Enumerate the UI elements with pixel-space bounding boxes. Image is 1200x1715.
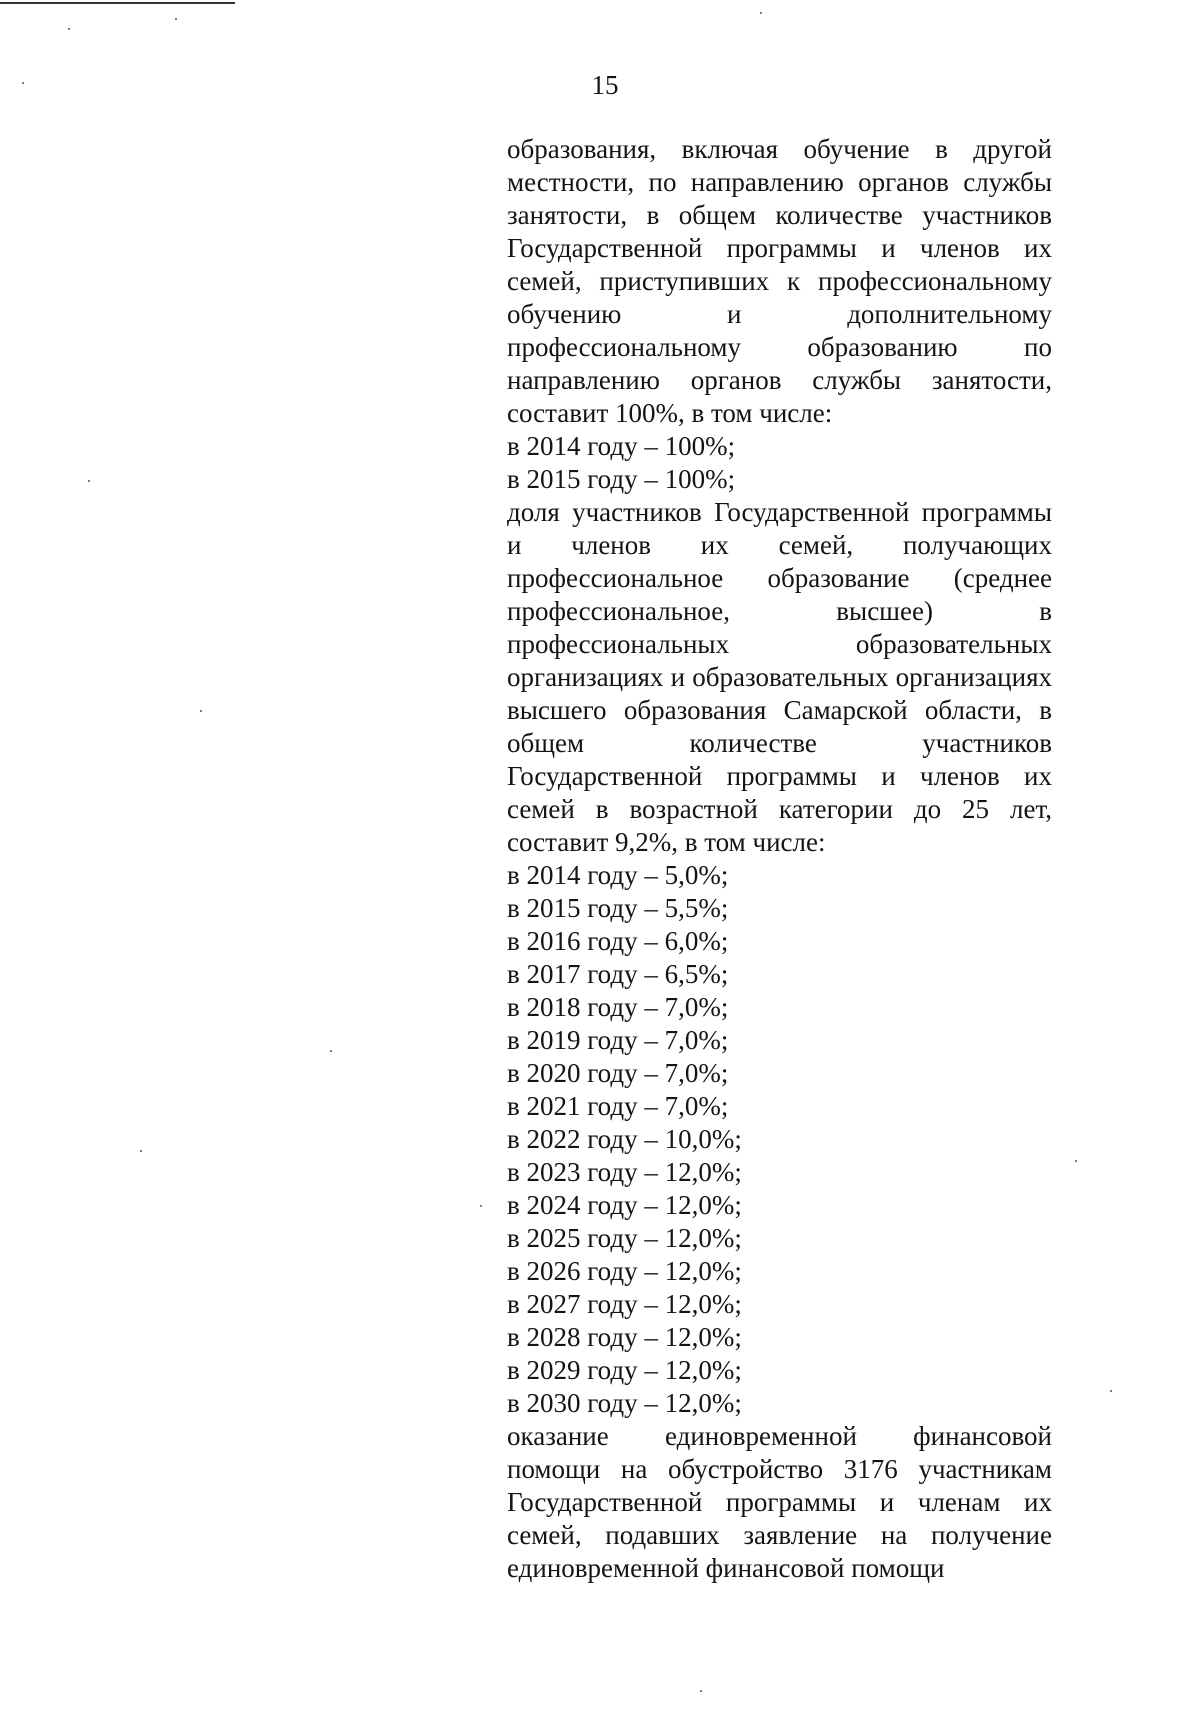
scan-speck	[760, 12, 762, 14]
list-item: в 2024 году – 12,0%;	[507, 1190, 742, 1220]
list-item: в 2029 году – 12,0%;	[507, 1355, 742, 1385]
scan-edge-line	[0, 2, 235, 4]
list-item: в 2022 году – 10,0%;	[507, 1124, 742, 1154]
scan-speck	[700, 1690, 702, 1692]
list-item: в 2021 году – 7,0%;	[507, 1091, 729, 1121]
list-item: в 2019 году – 7,0%;	[507, 1025, 729, 1055]
scan-speck	[22, 82, 24, 84]
list-item: в 2015 году – 100%;	[507, 464, 736, 494]
list-item: в 2014 году – 100%;	[507, 431, 736, 461]
list-item: в 2023 году – 12,0%;	[507, 1157, 742, 1187]
scan-speck	[1075, 1160, 1077, 1162]
scan-speck	[200, 710, 202, 712]
scan-speck	[68, 28, 70, 30]
list-item: в 2027 году – 12,0%;	[507, 1289, 742, 1319]
scan-speck	[175, 18, 177, 20]
list-item: в 2015 году – 5,5%;	[507, 893, 729, 923]
scan-speck	[1110, 1390, 1112, 1392]
list-item: в 2016 году – 6,0%;	[507, 926, 729, 956]
list-item: в 2026 году – 12,0%;	[507, 1256, 742, 1286]
paragraph-education-share: образования, включая обучение в другой местности, по направлению органов службы занятости, в общем количестве участников Государственной программы и членов их семей, приступивших к профессиональному обучению и дополнительному профессиональному образованию по направлению органов службы занятости, составит 100%, в том числе:	[507, 134, 1052, 428]
page-number: 15	[591, 70, 619, 100]
text-column	[507, 133, 1052, 1585]
list-item: в 2028 году – 12,0%;	[507, 1322, 742, 1352]
list-item: в 2014 году – 5,0%;	[507, 860, 729, 890]
paragraph-financial-assistance: оказание единовременной финансовой помощи на обустройство 3176 участникам Государственной программы и членам их семей, подавших заявление на получение единовременной финансовой помощи	[507, 1421, 1052, 1583]
yearly-targets-list-1	[507, 430, 1052, 496]
scan-speck	[88, 480, 90, 482]
list-item: в 2020 году – 7,0%;	[507, 1058, 729, 1088]
list-item: в 2030 году – 12,0%;	[507, 1388, 742, 1418]
list-item: в 2018 году – 7,0%;	[507, 992, 729, 1022]
scan-speck	[330, 1050, 332, 1052]
scan-speck	[480, 1205, 482, 1207]
yearly-targets-list-2	[507, 859, 1052, 1420]
paragraph-youth-education-share: доля участников Государственной программы и членов их семей, получающих профессиональное образование (среднее профессиональное, высшее) в профессиональных образовательных организациях и образовательных организациях высшего образования Самарской области, в общем количестве участников Государственной программы и членов их семей в возрастной категории до 25 лет, составит 9,2%, в том числе:	[507, 497, 1052, 857]
list-item: в 2025 году – 12,0%;	[507, 1223, 742, 1253]
list-item: в 2017 году – 6,5%;	[507, 959, 729, 989]
scan-speck	[140, 1150, 142, 1152]
